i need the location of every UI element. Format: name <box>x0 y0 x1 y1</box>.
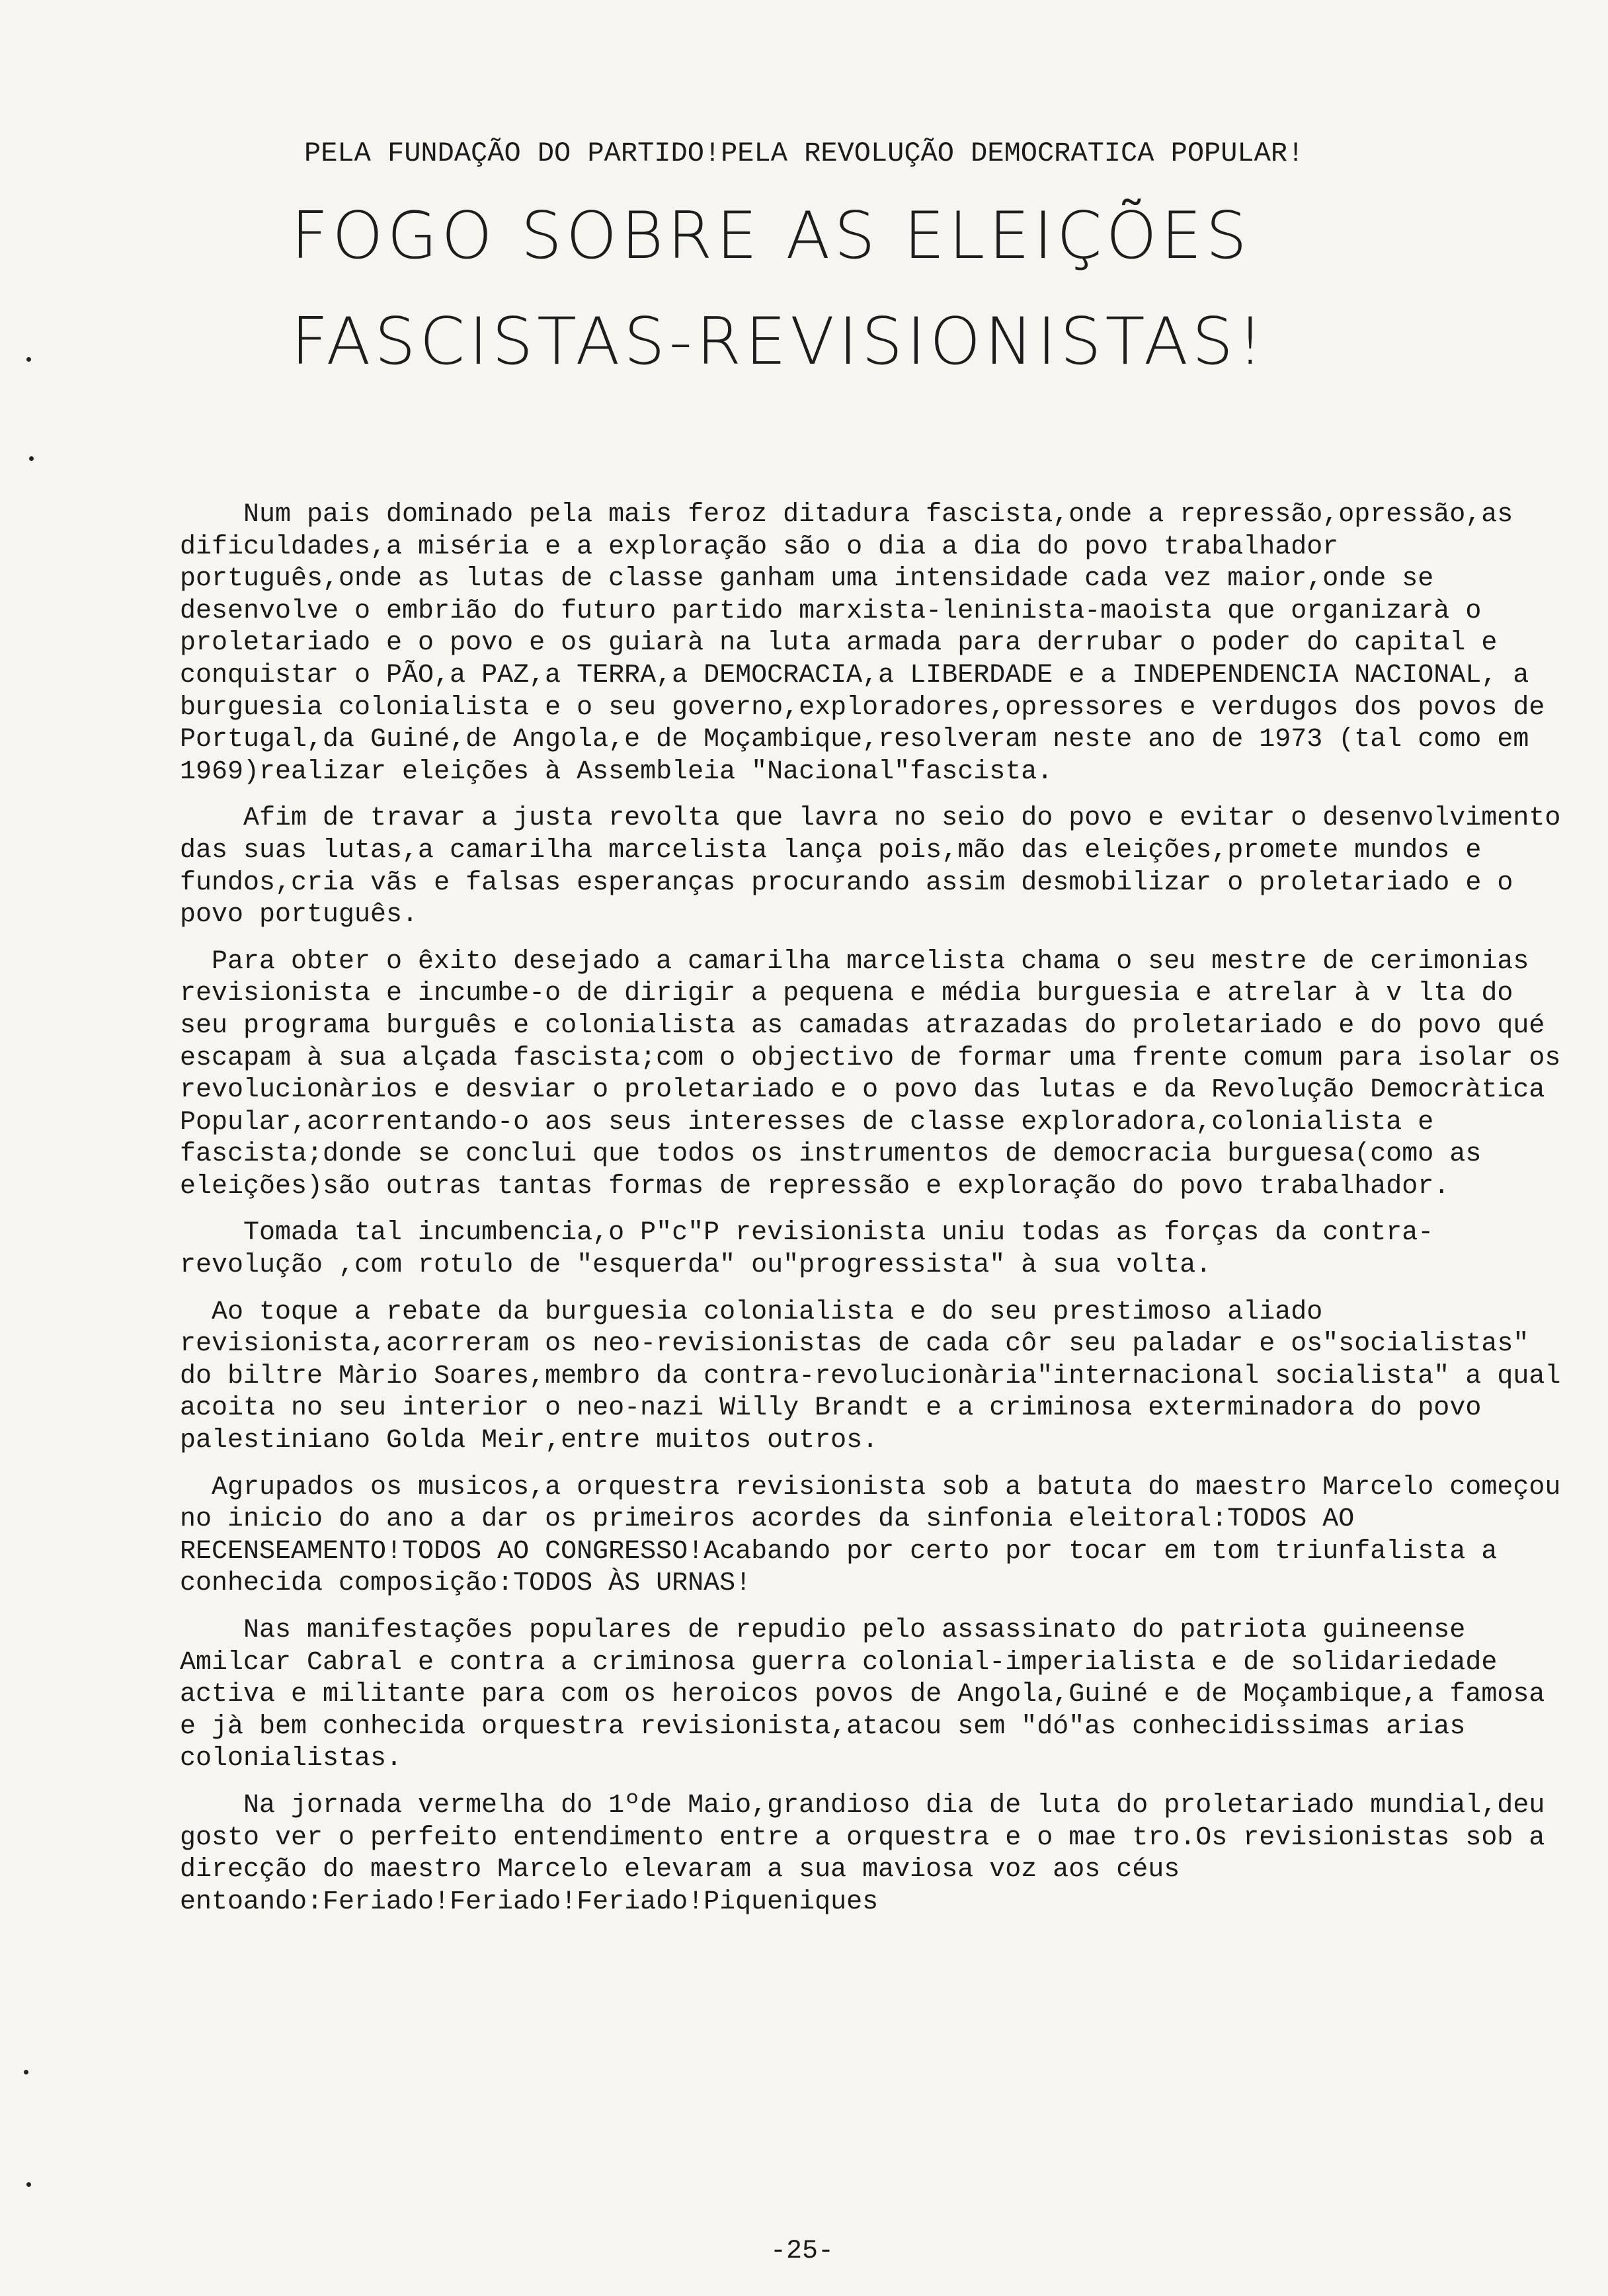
paragraph-5: Ao toque a rebate da burguesia colonialista e do seu prestimoso aliado revisionista,acorreram os neo-revisionistas de cada côr seu paladar e os"socialistas" do biltre Màrio Soares,membro da contra-revolucionària"internacional socialista" a qual acoita no seu interior o neo-nazi Willy Brandt e a criminosa exterminadora do povo palestiniano Golda Meir,entre muitos outros. <box>180 1297 1577 1456</box>
slogan-header: PELA FUNDAÇÃO DO PARTIDO!PELA REVOLUÇÃO DEMOCRATICA POPULAR! <box>304 138 1305 169</box>
paragraph-7: Nas manifestações populares de repudio pelo assassinato do patriota guineense Amilcar Cabral e contra a criminosa guerra colonial-imperialista e de solidariedade activa e militante para com os heroicos povos de Angola,Guiné e de Moçambique,a famosa e jà bem conhecida orquestra revisionista,atacou sem "dó"as conhecidissimas arias colonialistas. <box>180 1616 1561 1774</box>
page-number: -25- <box>770 2236 834 2266</box>
ink-speck <box>29 456 34 461</box>
title-line-2: FASCISTAS-REVISIONISTAS! <box>291 304 1267 380</box>
ink-speck <box>24 2070 28 2074</box>
ink-speck <box>26 357 31 362</box>
paragraph-8: Na jornada vermelha do 1ºde Maio,grandioso dia de luta do proletariado mundial,deu gosto ver o perfeito entendimento entre a orquestra e o mae tro.Os revisionistas sob a direcção do maestro Marcelo elevaram a sua maviosa voz aos céus entoando:Feriado!Feriado!Feriado!Piqueniques <box>180 1790 1561 1917</box>
title-line-1: FOGO SOBRE AS ELEIÇÕES <box>291 198 1251 274</box>
paragraph-6: Agrupados os musicos,a orquestra revisionista sob a batuta do maestro Marcelo começou no inicio do ano a dar os primeiros acordes da sinfonia eleitoral:TODOS AO RECENSEAMENTO!TODOS AO CONGRESSO!Acabando por certo por tocar em tom triunfalista a conhecida composição:TODOS ÀS URNAS! <box>180 1472 1577 1599</box>
article-body <box>180 499 1577 1933</box>
paragraph-4: Tomada tal incumbencia,o P"c"P revisionista uniu todas as forças da contra-revolução ,com rotulo de "esquerda" ou"progressista" à sua volta. <box>180 1218 1434 1281</box>
paragraph-3: Para obter o êxito desejado a camarilha marcelista chama o seu mestre de cerimonias revisionista e incumbe-o de dirigir a pequena e média burguesia e atrelar à v lta do seu programa burguês e colonialista as camadas atrazadas do proletariado e do povo qué escapam à sua alçada fascista;com o objectivo de formar uma frente comum para isolar os revolucionàrios e desviar o proletariado e o povo das lutas e da Revolução Democràtica Popular,acorrentando-o aos seus interesses de classe exploradora,colonialista e fascista;donde se conclui que todos os instrumentos de democracia burguesa(como as eleições)são outras tantas formas de repressão e exploração do povo trabalhador. <box>180 946 1577 1202</box>
paragraph-2: Afim de travar a justa revolta que lavra no seio do povo e evitar o desenvolvimento das suas lutas,a camarilha marcelista lança pois,mão das eleições,promete mundos e fundos,cria vãs e falsas esperanças procurando assim desmobilizar o proletariado e o povo português. <box>180 803 1577 930</box>
ink-speck <box>26 2182 31 2187</box>
paragraph-1: Num pais dominado pela mais feroz ditadura fascista,onde a repressão,opressão,as dificuldades,a miséria e a exploração são o dia a dia do povo trabalhador português,onde as lutas de classe ganham uma intensidade cada vez maior,onde se desenvolve o embrião do futuro partido marxista-leninista-maoista que organizarà o proletariado e o povo e os guiarà na luta armada para derrubar o poder do capital e conquistar o PÃO,a PAZ,a TERRA,a DEMOCRACIA,a LIBERDADE e a INDEPENDENCIA NACIONAL, a burguesia colonialista e o seu governo,exploradores,opressores e verdugos dos povos de Portugal,da Guiné,de Angola,e de Moçambique,resolveram neste ano de 1973 (tal como em 1969)realizar eleições à Assembleia "Nacional"fascista. <box>180 500 1561 787</box>
